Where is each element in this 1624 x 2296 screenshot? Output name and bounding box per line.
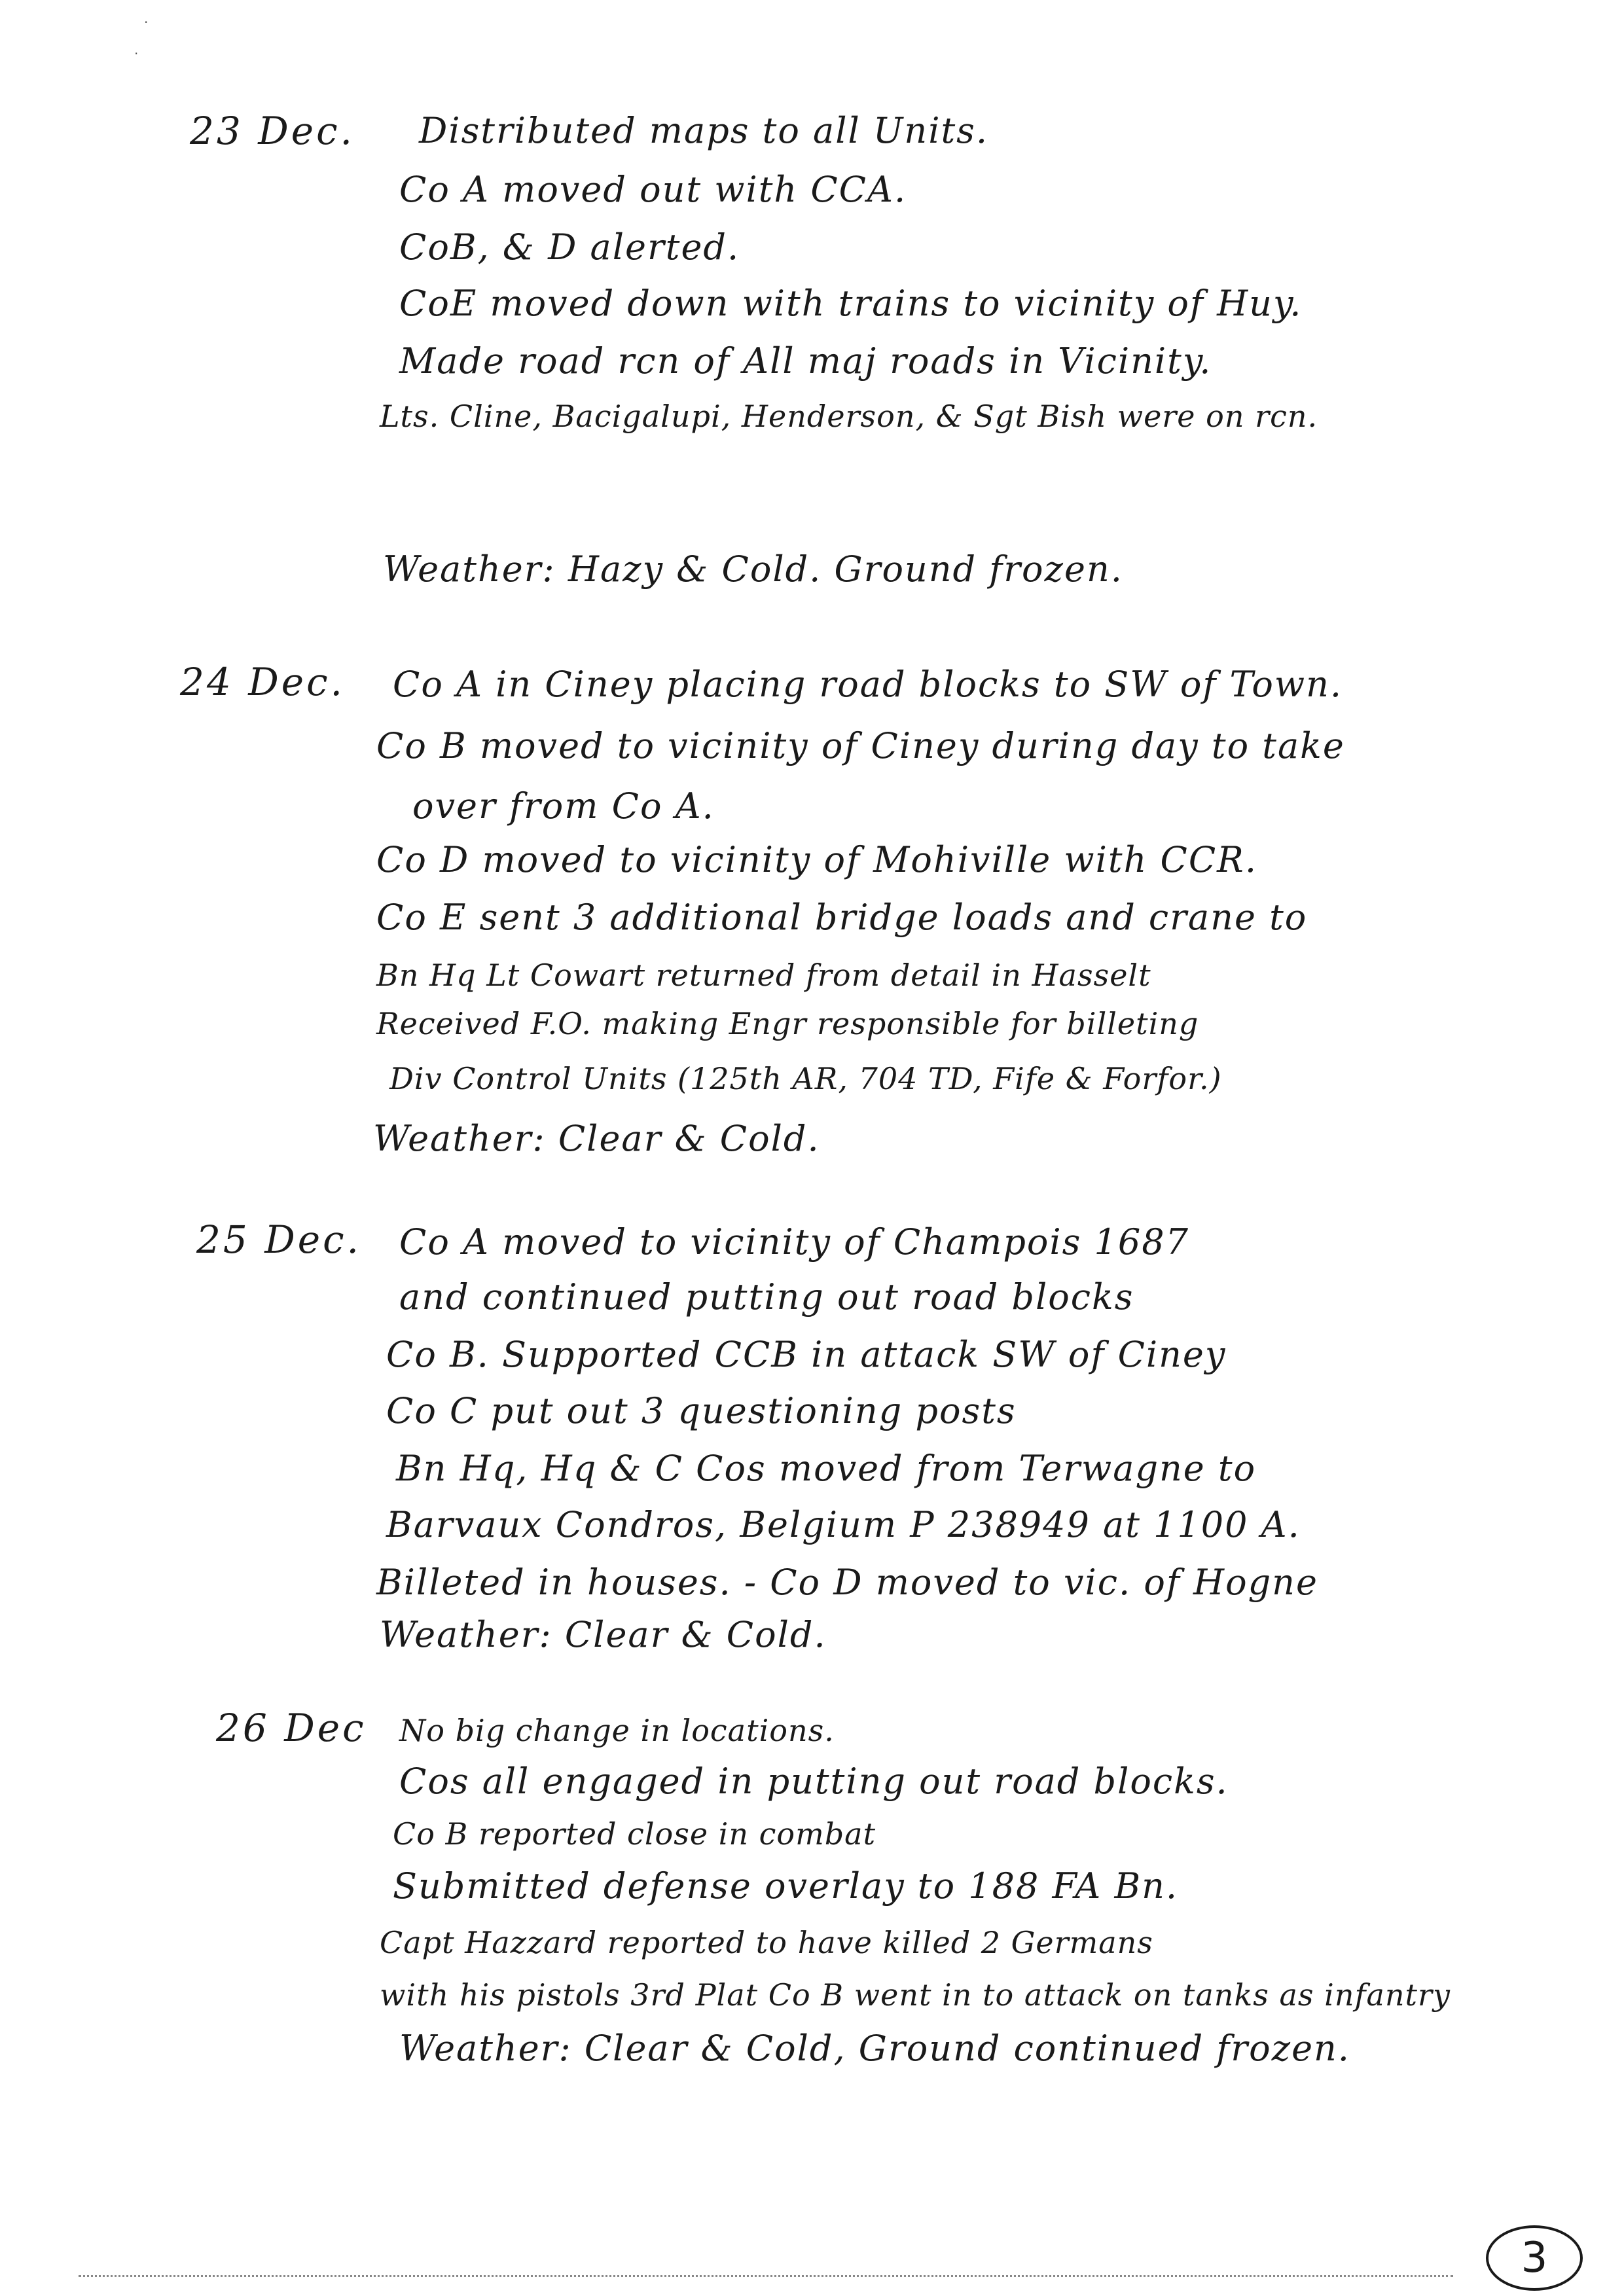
entry-line: Lts. Cline, Bacigalupi, Henderson, & Sgt Bish were on rcn. <box>380 399 1318 434</box>
entry-line: Made road rcn of All maj roads in Vicinity. <box>399 340 1212 382</box>
entry-line: Weather: Hazy & Cold. Ground frozen. <box>383 548 1123 590</box>
entry-line: Co A moved to vicinity of Champois 1687 <box>399 1221 1189 1263</box>
entry-line: Cos all engaged in putting out road blocks. <box>399 1761 1229 1802</box>
entry-date: 26 Dec <box>216 1706 367 1750</box>
entry-line: Co B. Supported CCB in attack SW of Ciney <box>386 1334 1227 1375</box>
page-number: 3 <box>1486 2225 1583 2291</box>
entry-line: Billeted in houses. - Co D moved to vic. of Hogne <box>376 1562 1318 1603</box>
entry-line: Bn Hq Lt Cowart returned from detail in Hasselt <box>376 958 1151 993</box>
entry-line: Weather: Clear & Cold. <box>373 1118 820 1159</box>
scan-speck: · <box>134 46 139 62</box>
entry-line: No big change in locations. <box>399 1713 835 1748</box>
entry-line: Co E sent 3 additional bridge loads and crane to <box>376 897 1308 938</box>
entry-line: and continued putting out road blocks <box>399 1276 1134 1318</box>
entry-line: Distributed maps to all Units. <box>419 110 989 151</box>
entry-line: with his pistols 3rd Plat Co B went in to attack on tanks as infantry <box>380 1977 1451 2013</box>
scan-speck: · <box>144 14 149 30</box>
entry-line: Co B reported close in combat <box>393 1816 876 1852</box>
entry-date: 24 Dec. <box>180 660 345 704</box>
entry-line: Co C put out 3 questioning posts <box>386 1390 1017 1431</box>
entry-line: Co A in Ciney placing road blocks to SW of Town. <box>393 664 1343 705</box>
entry-line: Capt Hazzard reported to have killed 2 Germans <box>380 1925 1153 1960</box>
entry-line: over from Co A. <box>412 785 715 827</box>
entry-line: Co A moved out with CCA. <box>399 169 907 210</box>
entry-line: CoB, & D alerted. <box>399 226 740 268</box>
entry-line: Barvaux Condros, Belgium P 238949 at 1100 A. <box>386 1504 1301 1545</box>
entry-date: 23 Dec. <box>190 109 355 153</box>
entry-line: CoE moved down with trains to vicinity of Huy. <box>399 283 1303 324</box>
entry-line: Received F.O. making Engr responsible for billeting <box>376 1006 1199 1041</box>
entry-date: 25 Dec. <box>196 1217 361 1262</box>
entry-line: Weather: Clear & Cold, Ground continued frozen. <box>399 2028 1350 2069</box>
entry-line: Div Control Units (125th AR, 704 TD, Fife & Forfor.) <box>389 1061 1222 1096</box>
entry-line: Submitted defense overlay to 188 FA Bn. <box>393 1865 1179 1907</box>
entry-line: Weather: Clear & Cold. <box>380 1614 827 1655</box>
entry-line: Co D moved to vicinity of Mohiville with CCR. <box>376 839 1258 880</box>
entry-line: Co B moved to vicinity of Ciney during day to take <box>376 725 1345 766</box>
entry-line: Bn Hq, Hq & C Cos moved from Terwagne to <box>396 1448 1257 1489</box>
scan-edge-rule <box>79 2275 1453 2277</box>
